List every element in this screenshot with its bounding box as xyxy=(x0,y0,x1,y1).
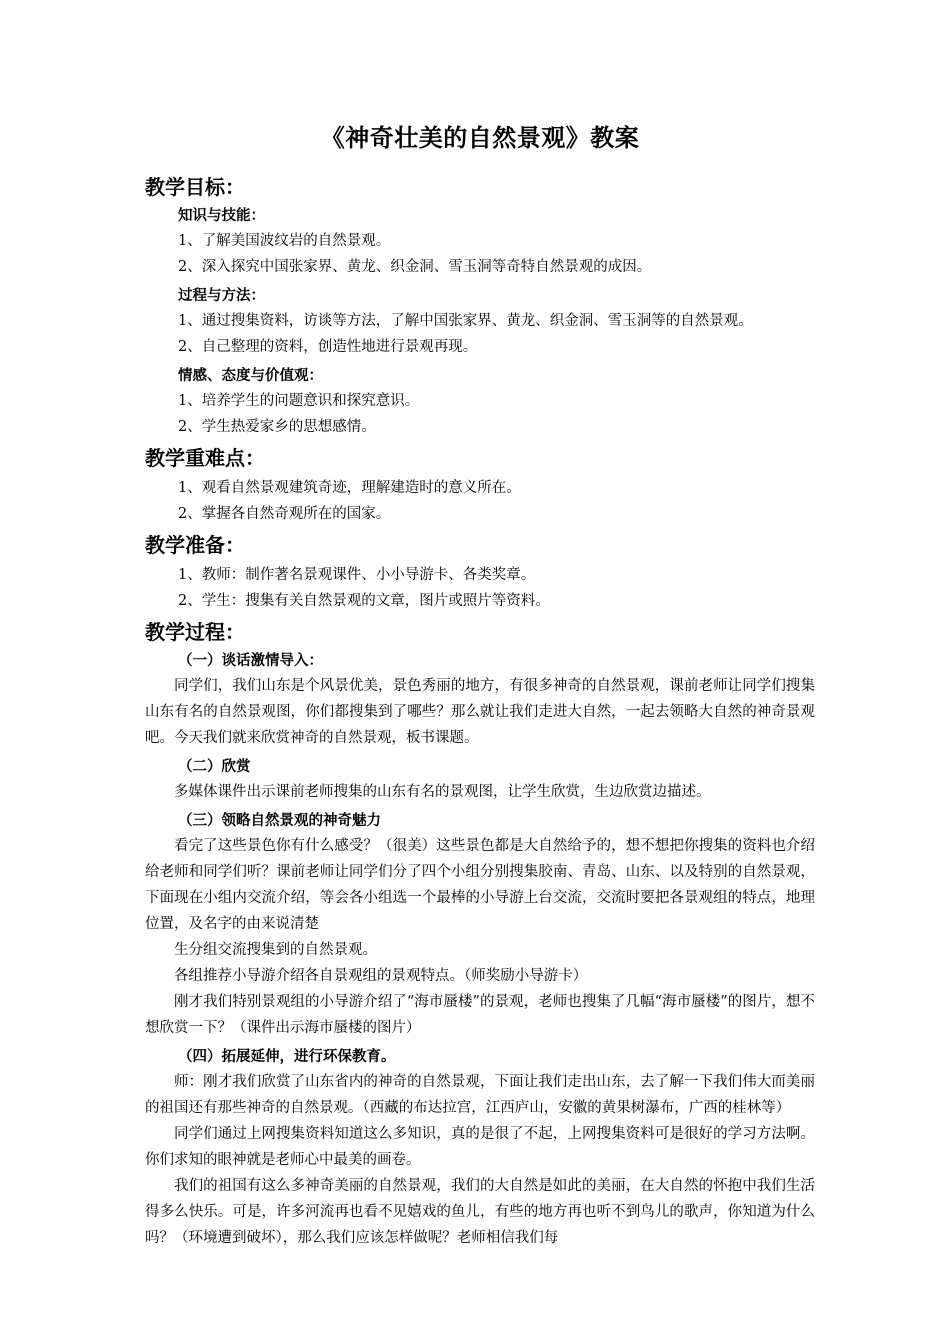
document-body xyxy=(145,118,815,1251)
emotion-item-2: 2、学生热爱家乡的思想感情。 xyxy=(178,419,376,435)
key-point-item-2: 2、掌握各自然奇观所在的国家。 xyxy=(178,506,391,522)
step-1-label: （一）谈话激情导入： xyxy=(178,653,323,669)
step-4-paragraph-3: 我们的祖国有这么多神奇美丽的自然景观，我们的大自然是如此的美丽，在大自然的怀抱中我们生活得多么快乐。可是，许多河流再也看不见嬉戏的鱼儿，有些的地方再也听不到鸟儿的歌声，你知道为什么吗？（环境遭到破坏），那么我们应该怎样做呢？老师相信我们每 xyxy=(145,1178,815,1246)
emotion-item-1: 1、培养学生的问题意识和探究意识。 xyxy=(178,393,420,409)
emotion-values-label: 情感、态度与价值观： xyxy=(178,368,323,384)
step-1-paragraph-1: 同学们，我们山东是个风景优美，景色秀丽的地方，有很多神奇的自然景观，课前老师让同学们搜集山东有名的自然景观图，你们都搜集到了哪些？那么就让我们走进大自然，一起去领略大自然的神奇景观吧。今天我们就来欣赏神奇的自然景观，板书课题。 xyxy=(145,678,815,746)
key-point-item-1: 1、观看自然景观建筑奇迹，理解建造时的意义所在。 xyxy=(178,480,521,496)
process-item-2: 2、自己整理的资料，创造性地进行景观再现。 xyxy=(178,339,478,355)
key-points-heading: 教学重难点： xyxy=(145,446,265,470)
step-3-paragraph-4: 刚才我们特别景观组的小导游介绍了“海市蜃楼”的景观，老师也搜集了几幅“海市蜃楼”的图片，想不想欣赏一下？（课件出示海市蜃楼的图片） xyxy=(145,994,815,1036)
preparation-heading: 教学准备： xyxy=(145,533,245,557)
document-title: 《神奇壮美的自然景观》教案 xyxy=(320,124,640,152)
step-2-label: （二）欣赏 xyxy=(178,759,251,775)
knowledge-item-2: 2、深入探究中国张家界、黄龙、织金洞、雪玉洞等奇特自然景观的成因。 xyxy=(178,259,652,275)
teaching-process-heading: 教学过程： xyxy=(145,620,245,644)
step-3-paragraph-2: 生分组交流搜集到的自然景观。 xyxy=(174,942,377,958)
step-3-paragraph-3: 各组推荐小导游介绍各自景观组的景观特点。（师奖励小导游卡） xyxy=(174,968,588,984)
knowledge-item-1: 1、了解美国波纹岩的自然景观。 xyxy=(178,233,391,249)
objectives-heading: 教学目标： xyxy=(145,175,245,199)
step-3-paragraph-1: 看完了这些景色你有什么感受？（很美）这些景色都是大自然给予的，想不想把你搜集的资料也介绍给老师和同学们听？课前老师让同学们分了四个小组分别搜集胶南、青岛、山东、以及特别的自然景观，下面现在小组内交流介绍，等会各小组选一个最棒的小导游上台交流，交流时要把各景观组的特点，地理位置，及名字的由来说清楚 xyxy=(145,838,815,932)
preparation-item-1: 1、教师：制作著名景观课件、小小导游卡、各类奖章。 xyxy=(178,567,536,583)
step-2-paragraph-1: 多媒体课件出示课前老师搜集的山东有名的景观图，让学生欣赏，生边欣赏边描述。 xyxy=(174,784,711,800)
process-methods-label: 过程与方法： xyxy=(178,288,265,304)
preparation-item-2: 2、学生：搜集有关自然景观的文章，图片或照片等资料。 xyxy=(178,593,550,609)
knowledge-skills-label: 知识与技能： xyxy=(178,208,265,224)
step-4-label: （四）拓展延伸，进行环保教育。 xyxy=(178,1049,396,1065)
step-4-paragraph-1: 师：刚才我们欣赏了山东省内的神奇的自然景观，下面让我们走出山东，去了解一下我们伟大而美丽的祖国还有那些神奇的自然景观。（西藏的布达拉宫，江西庐山，安徽的黄果树瀑布，广西的桂林等） xyxy=(145,1074,815,1116)
step-4-paragraph-2: 同学们通过上网搜集资料知道这么多知识，真的是很了不起，上网搜集资料可是很好的学习方法啊。你们求知的眼神就是老师心中最美的画卷。 xyxy=(145,1126,815,1168)
step-3-label: （三）领略自然景观的神奇魅力 xyxy=(178,813,381,829)
process-item-1: 1、通过搜集资料，访谈等方法，了解中国张家界、黄龙、织金洞、雪玉洞等的自然景观。 xyxy=(178,313,753,329)
